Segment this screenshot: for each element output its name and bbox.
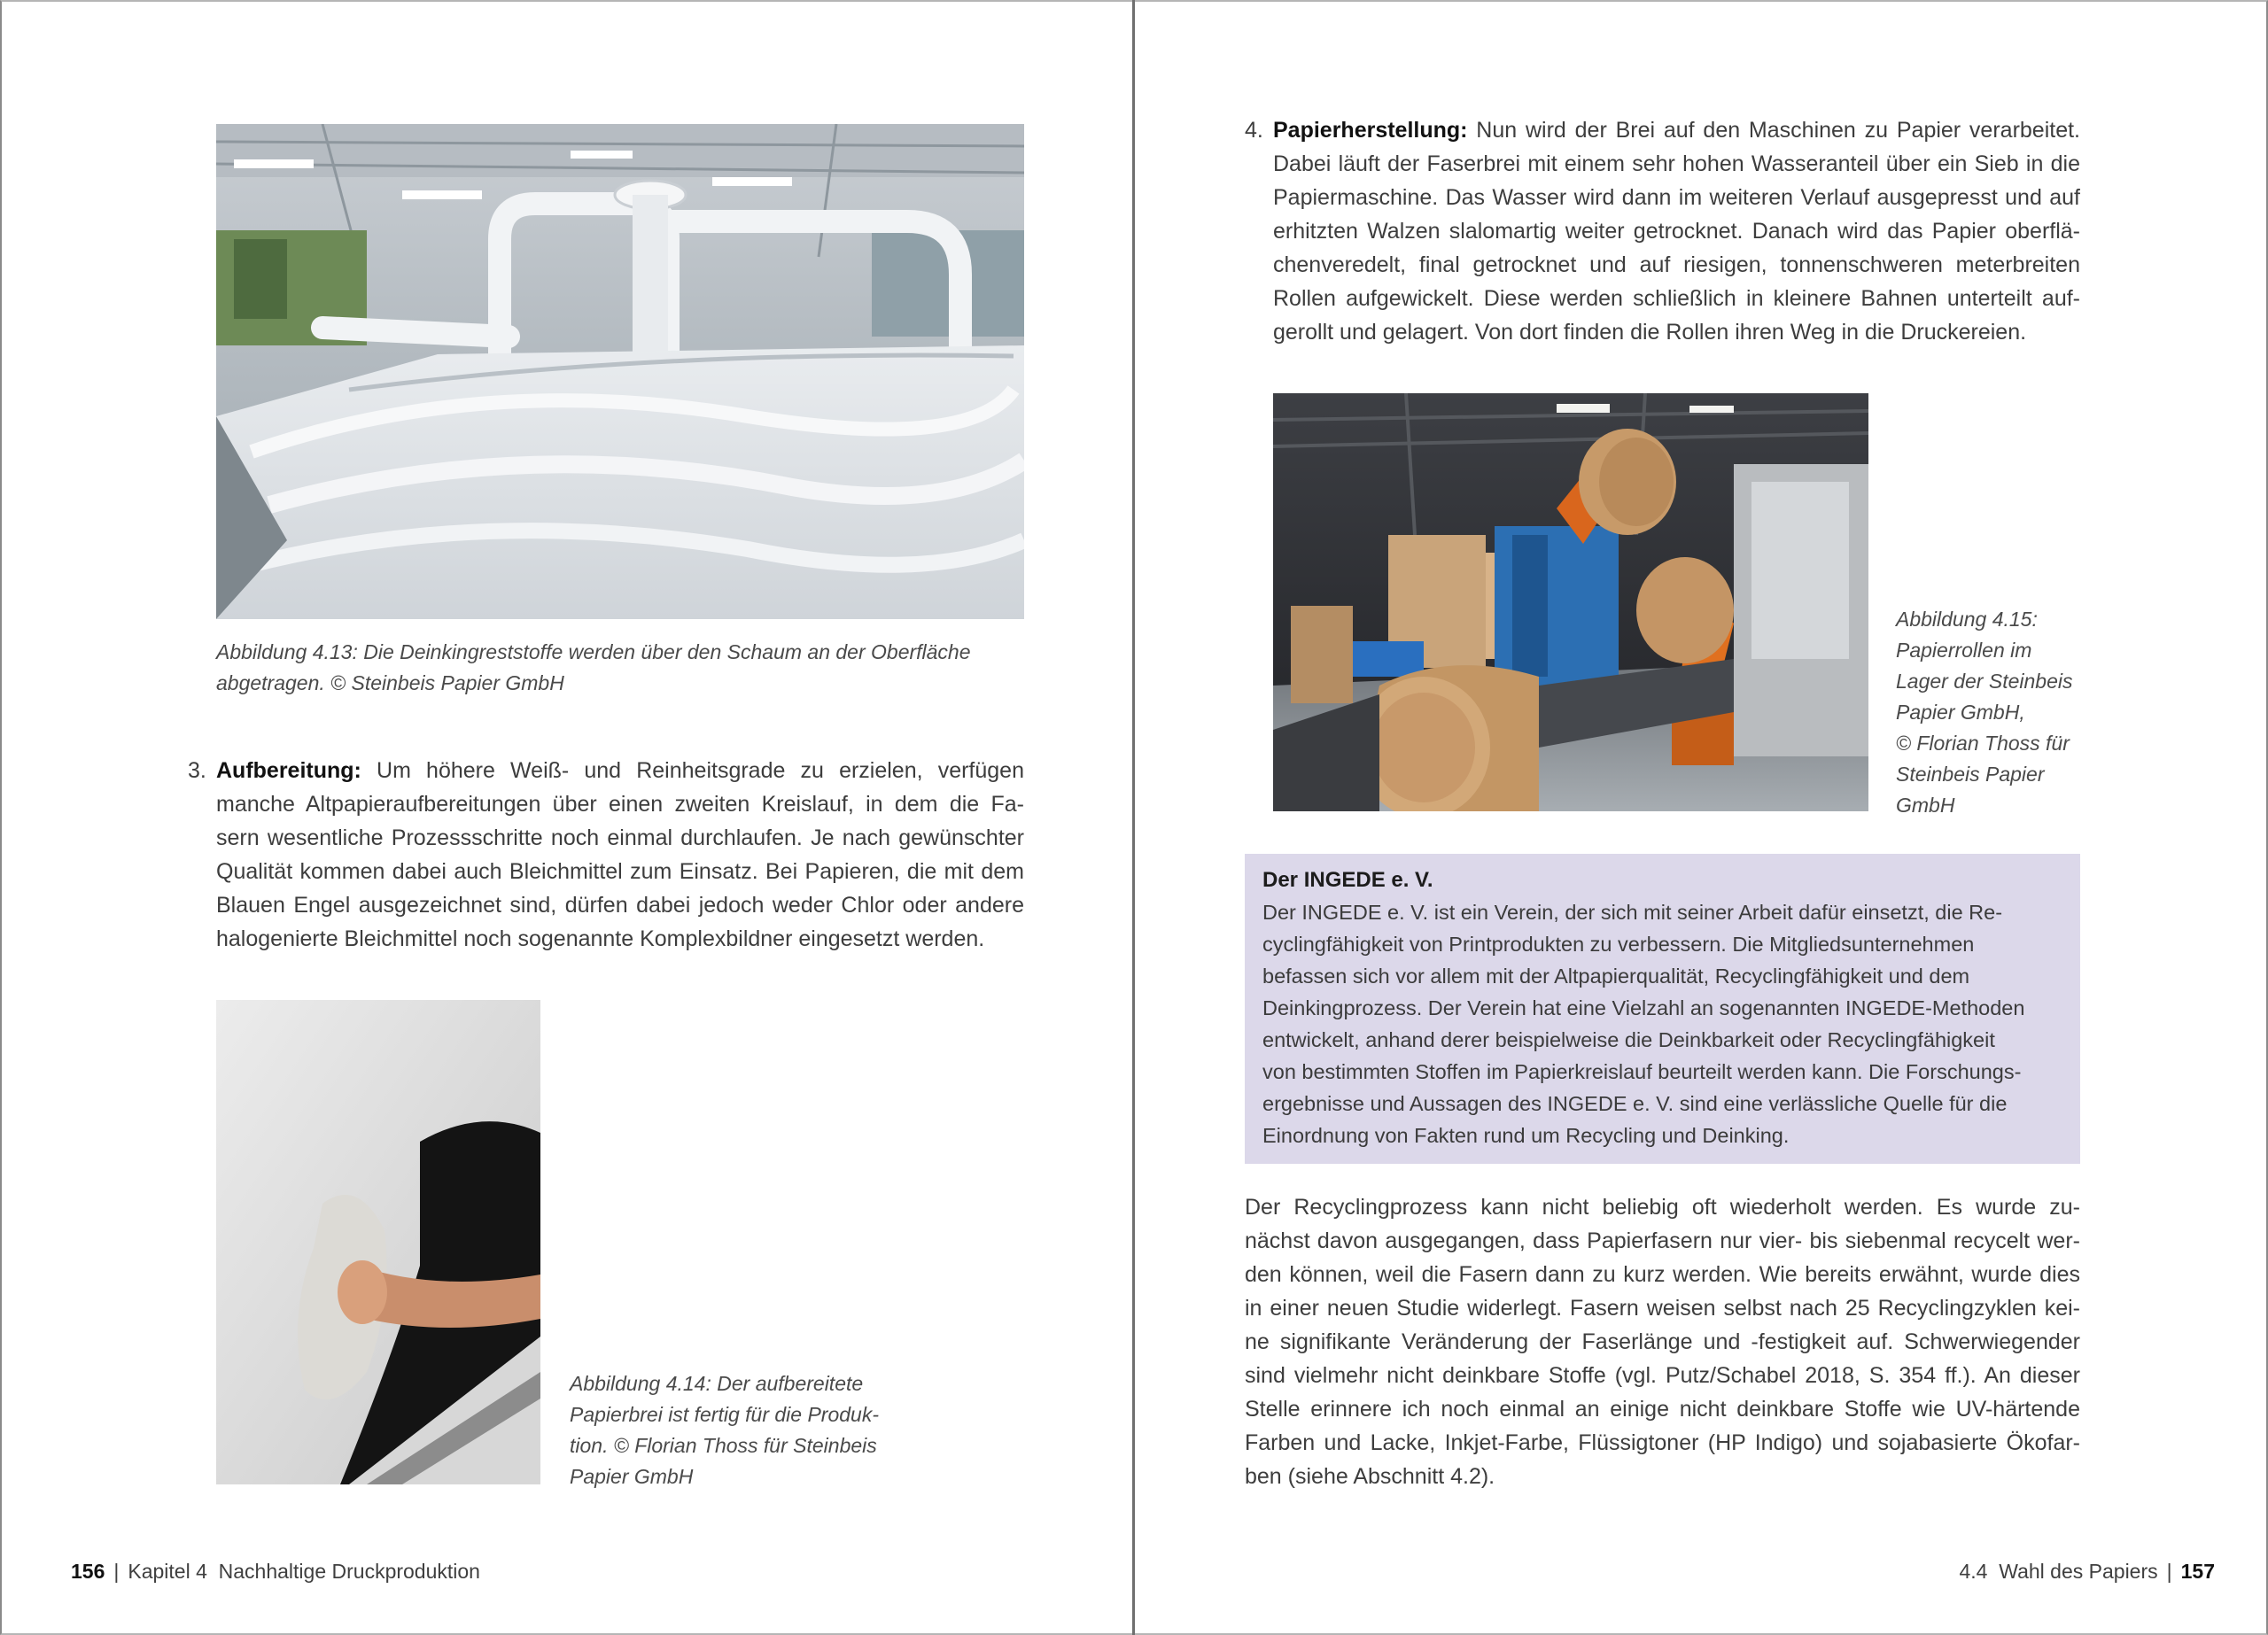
info-box-line: Einordnung von Fakten rund um Recycling und Deinking. (1262, 1124, 1790, 1147)
info-box-line: von bestimmten Stoffen im Papierkreislauf beurteilt werden kann. Die Forschungs- (1262, 1060, 2022, 1083)
list-text-line: manche Altpapieraufbereitungen über einen zweiten Kreislauf, in dem die Fa- (216, 792, 1024, 817)
figure-4-13-caption (216, 637, 1040, 699)
list-item-3 (188, 754, 1024, 956)
caption-line: Abbildung 4.13: Die Deinkingreststoffe werden über den Schaum an der Oberfläche (216, 640, 971, 663)
figure-4-13-photo (216, 124, 1024, 619)
paragraph-line: Der Recyclingprozess kann nicht beliebig oft wiederholt werden. Es wurde zu- (1245, 1195, 2080, 1220)
paragraph-line: Farben und Lacke, Inkjet-Farbe, Flüssigtoner (HP Indigo) und sojabasierte Ökofar- (1245, 1430, 2080, 1455)
caption-line: Steinbeis Papier (1896, 763, 2045, 786)
left-page (0, 0, 1133, 1635)
info-box-line: entwickelt, anhand derer beispielweise die Deinkbarkeit oder Recyclingfähigkeit (1262, 1028, 1995, 1051)
right-page-footer (1959, 1558, 2215, 1585)
paragraph-line: sind vielmehr nicht deinkbare Stoffe (vgl. Putz/Schabel 2018, S. 354 ff.). An dieser (1245, 1363, 2080, 1388)
caption-line: Papierbrei ist fertig für die Produk- (570, 1403, 879, 1426)
list-text-line: Um höhere Weiß- und Reinheitsgrade zu erzielen, verfügen (361, 758, 1024, 783)
list-number: 3. (188, 758, 206, 783)
paragraph-line: Stelle erinnere ich noch einmal an einige nicht deinkbare Stoffe wie UV-härtende (1245, 1397, 2080, 1422)
info-box-ingede (1245, 854, 2080, 1164)
left-page-footer (71, 1558, 480, 1585)
list-text-line: Nun wird der Brei auf den Maschinen zu Papier verarbeitet. (1467, 118, 2080, 143)
list-text-line: Dabei läuft der Faserbrei mit einem sehr hohen Wasseranteil über ein Sieb in die (1273, 151, 2080, 176)
paragraph-line: ne signifikante Veränderung der Faserlänge und -festigkeit auf. Schwerwiegender (1245, 1329, 2080, 1354)
caption-line: Papier GmbH, (1896, 701, 2025, 724)
paragraph-line: in einer neuen Studie widerlegt. Fasern weisen selbst nach 25 Recyclingzyklen kei- (1245, 1296, 2080, 1321)
caption-line: Lager der Steinbeis (1896, 670, 2073, 693)
list-number: 4. (1245, 118, 1263, 143)
footer-separator: | (2166, 1560, 2172, 1583)
caption-line: © Florian Thoss für (1896, 732, 2070, 755)
figure-4-15-caption (1896, 604, 2100, 821)
list-text-line: halogenierte Bleichmittel noch sogenannte Komplexbildner eingesetzt werden. (216, 926, 985, 951)
paragraph-line: nächst davon ausgegangen, dass Papierfasern nur vier- bis siebenmal recycelt wer- (1245, 1228, 2080, 1253)
figure-4-14-caption (570, 1368, 942, 1492)
caption-line: GmbH (1896, 794, 1955, 817)
caption-line: Abbildung 4.14: Der aufbereitete (570, 1372, 864, 1395)
body-paragraph (1245, 1190, 2080, 1493)
paragraph-line: ben (siehe Abschnitt 4.2). (1245, 1464, 1495, 1489)
list-item-4 (1245, 113, 2080, 349)
page-number: 157 (2180, 1560, 2215, 1583)
list-text-line: gerollt und gelagert. Von dort finden die Rollen ihren Weg in die Druckereien. (1273, 320, 2027, 345)
footer-separator: | (113, 1560, 120, 1583)
caption-line: Papierrollen im (1896, 639, 2032, 662)
list-text-line: erhitzten Walzen slalomartig weiter getrocknet. Danach wird das Papier oberflä- (1273, 219, 2080, 244)
info-box-body (1262, 896, 2062, 1151)
list-text-line: Blauen Engel ausgezeichnet sind, dürfen dabei jedoch weder Chlor oder andere (216, 893, 1024, 918)
info-box-line: Der INGEDE e. V. ist ein Verein, der sich mit seiner Arbeit dafür einsetzt, die Re- (1262, 901, 2003, 924)
caption-line: tion. © Florian Thoss für Steinbeis (570, 1434, 877, 1457)
list-term: Papierherstellung: (1273, 118, 1468, 143)
page-number: 156 (71, 1560, 105, 1583)
list-text-line: Rollen aufgewickelt. Diese werden schließlich in kleinere Bahnen unterteilt auf- (1273, 286, 2080, 311)
list-term: Aufbereitung: (216, 758, 361, 783)
caption-line: abgetragen. © Steinbeis Papier GmbH (216, 671, 564, 694)
paragraph-line: den können, weil die Fasern dann zu kurz werden. Wie bereits erwähnt, wurde dies (1245, 1262, 2080, 1287)
figure-4-14-photo (216, 1000, 540, 1484)
info-box-line: ergebnisse und Aussagen des INGEDE e. V. sind eine verlässliche Quelle für die (1262, 1092, 2008, 1115)
caption-line: Abbildung 4.15: (1896, 608, 2038, 631)
info-box-line: Deinkingprozess. Der Verein hat eine Vielzahl an sogenannten INGEDE-Methoden (1262, 996, 2025, 1019)
running-header-chapter: Kapitel 4 Nachhaltige Druckproduktion (128, 1560, 480, 1583)
info-box-line: befassen sich vor allem mit der Altpapierqualität, Recyclingfähigkeit und dem (1262, 965, 1970, 988)
figure-4-15-photo (1273, 393, 1868, 811)
info-box-title: Der INGEDE e. V. (1262, 868, 1433, 892)
info-box-line: cyclingfähigkeit von Printprodukten zu verbessern. Die Mitgliedsunternehmen (1262, 933, 1975, 956)
right-page (1135, 0, 2268, 1635)
caption-line: Papier GmbH (570, 1465, 694, 1488)
list-text-line: chenveredelt, final getrocknet und auf riesigen, tonnenschweren meterbreiten (1273, 252, 2080, 277)
list-text-line: Papiermaschine. Das Wasser wird dann im weiteren Verlauf ausgepresst und auf (1273, 185, 2080, 210)
list-text-line: Qualität kommen dabei auch Bleichmittel zum Einsatz. Bei Papieren, die mit dem (216, 859, 1024, 884)
list-text-line: sern wesentliche Prozessschritte noch einmal durchlaufen. Je nach gewünschter (216, 825, 1024, 850)
running-header-section: 4.4 Wahl des Papiers (1959, 1560, 2158, 1583)
